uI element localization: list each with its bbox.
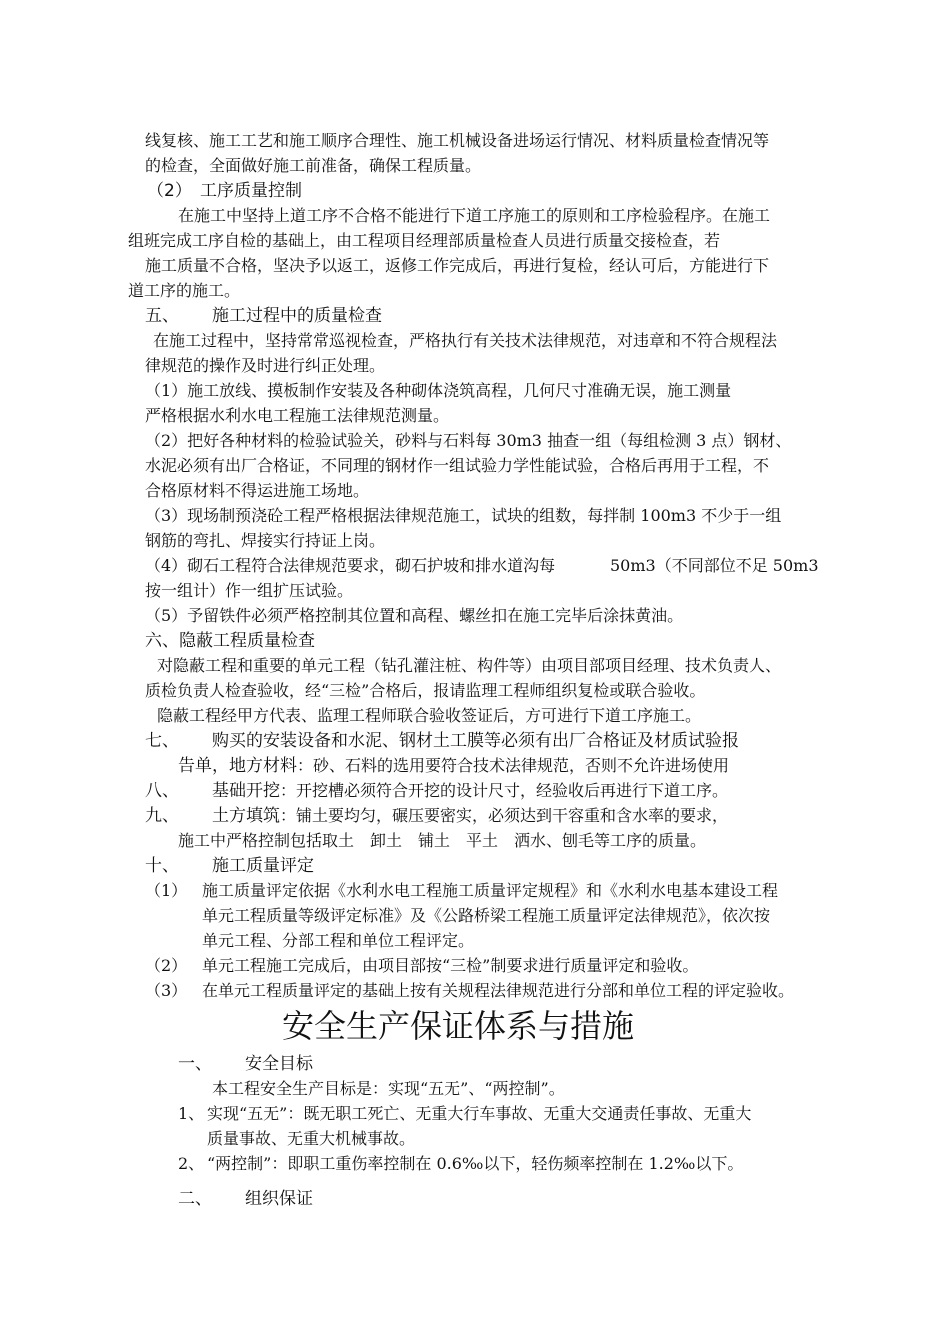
section-5-item-1a: （1）施工放线、摸板制作安装及各种砌体浇筑高程，几何尺寸准确无误，施工测量 [145, 381, 732, 400]
section-8-heading: 基础开挖 [212, 781, 280, 801]
section-6-line-2: 质检负责人检查验收，经“三检”合格后，报请监理工程师组织复检或联合验收。 [145, 681, 706, 700]
process-quality-line-2: 组班完成工序自检的基础上，由工程项目经理部质量检查人员进行质量交接检查，若 [128, 231, 721, 250]
section-6-heading: 六、隐蔽工程质量检查 [145, 631, 315, 651]
section-5-item-3b: 钢筋的弯扎、焊接实行持证上岗。 [145, 531, 386, 550]
process-quality-label: （2） [147, 181, 192, 201]
section-10-heading: 施工质量评定 [212, 856, 314, 876]
process-quality-line-1: 在施工中坚持上道工序不合格不能进行下道工序施工的原则和工序检验程序。在施工 [178, 206, 771, 225]
section-5-para-1: 在施工过程中，坚持常常巡视检查，严格执行有关技术法律规范，对违章和不符合规程法 [153, 331, 778, 350]
section-8-text: ：开挖槽必须符合开挖的设计尺寸，经验收后再进行下道工序。 [280, 781, 729, 800]
section-9-line-2: 施工中严格控制包括取土 卸土 铺土 平土 洒水、刨毛等工序的质量。 [178, 831, 707, 850]
section-8-content [212, 781, 728, 801]
safety-section-1-number: 一、 [178, 1054, 212, 1074]
intro-line-2: 的检查，全面做好施工前准备，确保工程质量。 [145, 156, 482, 175]
section-5-item-4a-tail: 50m3（不同部位不足 50m3 [610, 556, 819, 575]
section-10-item-1-number: （1） [145, 881, 188, 900]
safety-item-2: “两控制”：即职工重伤率控制在 0.6‰以下，轻伤频率控制在 1.2‰以下。 [207, 1154, 744, 1173]
section-9-content [212, 806, 728, 826]
safety-item-2-number: 2、 [178, 1154, 205, 1173]
safety-item-1-number: 1、 [178, 1104, 205, 1123]
section-7-text: ：砂、石料的选用要符合技术法律规范，否则不允许进场使用 [297, 756, 730, 775]
section-7-heading-2: 告单，地方材料 [178, 756, 297, 776]
section-9-text: ：铺土要均匀，碾压要密实，必须达到干容重和含水率的要求， [280, 806, 729, 825]
section-9-line [145, 806, 179, 826]
section-10-item-3-number: （3） [145, 981, 188, 1000]
section-5-item-1b: 严格根据水利水电工程施工法律规范测量。 [145, 406, 450, 425]
section-5-item-5: （5）予留铁件必须严格控制其位置和高程、螺丝扣在施工完毕后涂抹黄油。 [145, 606, 684, 625]
safety-item-1b: 质量事故、无重大机械事故。 [207, 1129, 416, 1148]
safety-section-1-heading: 安全目标 [245, 1054, 313, 1074]
section-7-heading: 购买的安装设备和水泥、钢材土工膜等必须有出厂合格证及材质试验报 [212, 731, 739, 751]
section-10-item-2-number: （2） [145, 956, 188, 975]
section-10-item-2: 单元工程施工完成后，由项目部按“三检”制要求进行质量评定和验收。 [202, 956, 699, 975]
section-5-item-4a: （4）砌石工程符合法律规范要求，砌石护坡和排水道沟每 [145, 556, 556, 575]
safety-item-1a: 实现“五无”：既无职工死亡、无重大行车事故、无重大交通责任事故、无重大 [207, 1104, 752, 1123]
section-8-line [145, 781, 179, 801]
section-6-line-3: 隐蔽工程经甲方代表、监理工程师联合验收签证后，方可进行下道工序施工。 [157, 706, 702, 725]
section-10-item-1a: 施工质量评定依据《水利水电工程施工质量评定规程》和《水利水电基本建设工程 [202, 881, 779, 900]
section-10-item-3: 在单元工程质量评定的基础上按有关规程法律规范进行分部和单位工程的评定验收。 [202, 981, 795, 1000]
section-9-heading: 土方填筑 [212, 806, 280, 826]
section-7-line-2 [178, 756, 729, 776]
section-5-item-2b: 水泥必须有出厂合格证，不同理的钢材作一组试验力学性能试验，合格后再用于工程，不 [145, 456, 770, 475]
section-10-item-1c: 单元工程、分部工程和单位工程评定。 [202, 931, 475, 950]
section-5-item-2a: （2）把好各种材料的检验试验关，砂料与石料每 30m3 抽查一组（每组检测 3 点）钢材、 [145, 431, 792, 450]
section-5-item-4b: 按一组计）作一组扩压试验。 [145, 581, 354, 600]
section-5-heading: 施工过程中的质量检查 [212, 306, 382, 326]
safety-title: 安全生产保证体系与措施 [282, 1007, 635, 1045]
process-quality-line-4: 道工序的施工。 [128, 281, 241, 300]
section-10-number: 十、 [145, 856, 179, 876]
section-5-para-2: 律规范的操作及时进行纠正处理。 [145, 356, 386, 375]
section-8-number: 八、 [145, 781, 179, 801]
section-5-number: 五、 [145, 306, 179, 326]
intro-line-1: 线复核、施工工艺和施工顺序合理性、施工机械设备进场运行情况、材料质量检查情况等 [145, 131, 770, 150]
section-5-item-3a: （3）现场制预浇砼工程严格根据法律规范施工，试块的组数，每拌制 100m3 不少于一组 [145, 506, 782, 525]
section-9-number: 九、 [145, 806, 179, 826]
section-7-number: 七、 [145, 731, 179, 751]
safety-section-1-text: 本工程安全生产目标是：实现“五无”、“两控制”。 [212, 1079, 565, 1098]
process-quality-line-3: 施工质量不合格，坚决予以返工，返修工作完成后，再进行复检，经认可后，方能进行下 [145, 256, 770, 275]
section-5-item-2c: 合格原材料不得运进施工场地。 [145, 481, 370, 500]
process-quality-heading: 工序质量控制 [200, 181, 302, 201]
section-10-item-1b: 单元工程质量等级评定标准》及《公路桥梁工程施工质量评定法律规范》，依次按 [202, 906, 771, 925]
safety-section-2-number: 二、 [178, 1189, 212, 1209]
section-6-line-1: 对隐蔽工程和重要的单元工程（钻孔灌注桩、构件等）由项目部项目经理、技术负责人、 [157, 656, 782, 675]
safety-section-2-heading: 组织保证 [245, 1189, 313, 1209]
